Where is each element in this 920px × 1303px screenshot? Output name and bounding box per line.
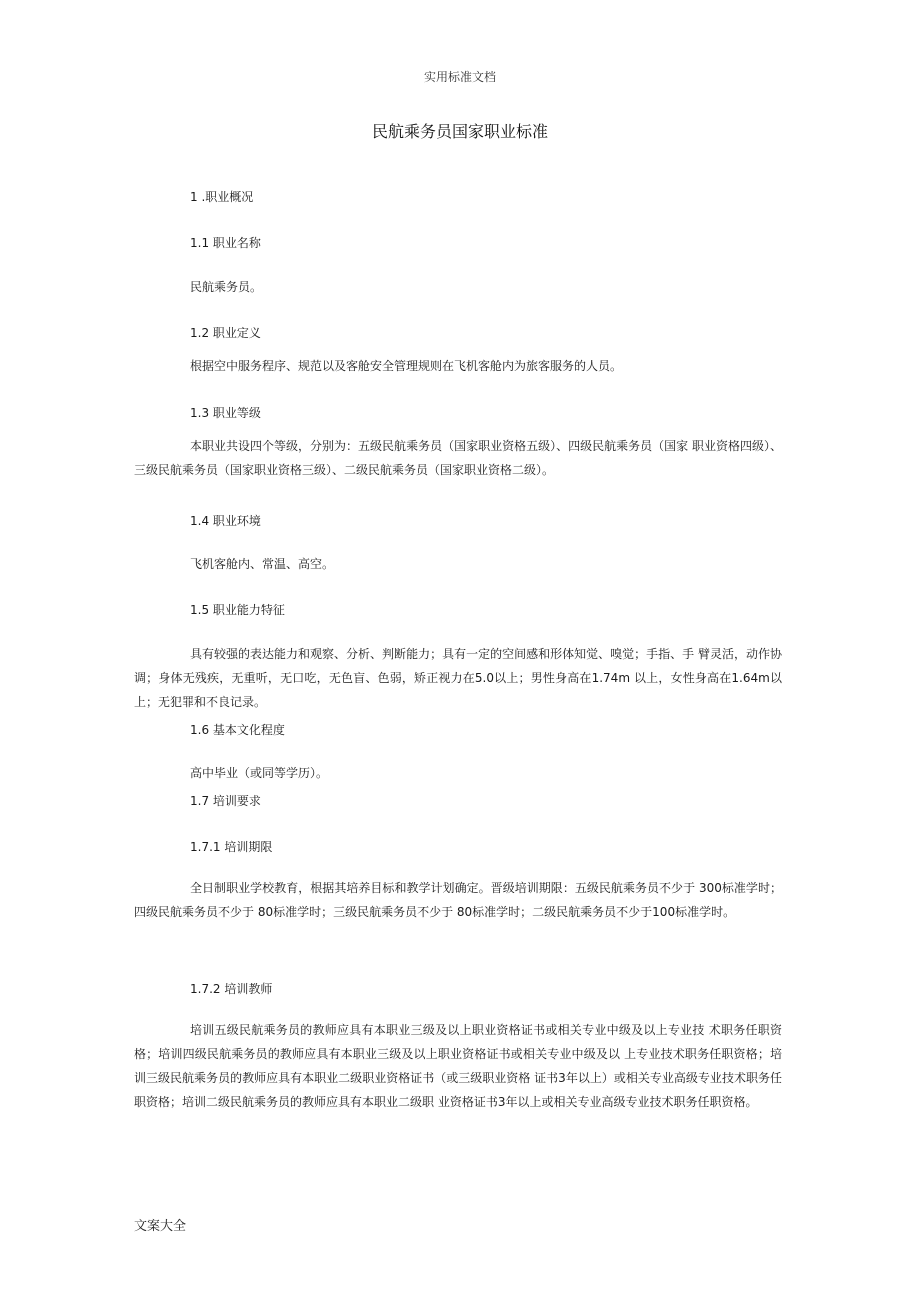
section-heading-1: 1 .职业概况 <box>190 190 254 204</box>
section-heading-1-5: 1.5 职业能力特征 <box>190 603 285 617</box>
section-heading-1-1: 1.1 职业名称 <box>190 236 261 250</box>
training-teachers-text: 培训五级民航乘务员的教师应具有本职业三级及以上职业资格证书或相关专业中级及以上专业技 术职务任职资格；培训四级民航乘务员的教师应具有本职业三级及以上职业资格证书或相关专业中级及以 上专业技术职务任职资格；培训三级民航乘务员的教师应具有本职业二级职业资格证书（或三级职业资格 证书3年以上）或相关专业高级专业技术职务任职资格；培训二级民航乘务员的教师应具有本职业二级职 业资格证书3年以上或相关专业高级专业技术职务任职资格。 <box>134 1023 782 1109</box>
section-heading-1-7-2: 1.7.2 培训教师 <box>190 982 273 996</box>
section-heading-1-7: 1.7 培训要求 <box>190 794 261 808</box>
education-level-text: 高中毕业（或同等学历）。 <box>190 766 329 780</box>
document-title: 民航乘务员国家职业标准 <box>371 122 548 141</box>
occupation-levels-text: 本职业共设四个等级，分别为：五级民航乘务员（国家职业资格五级）、四级民航乘务员（国家 职业资格四级）、三级民航乘务员（国家职业资格三级）、二级民航乘务员（国家职业资格二级）。 <box>134 439 782 477</box>
section-heading-1-2: 1.2 职业定义 <box>190 326 261 340</box>
page-header: 实用标准文档 <box>423 70 496 84</box>
page-footer: 文案大全 <box>134 1219 187 1234</box>
ability-characteristics-text: 具有较强的表达能力和观察、分析、判断能力；具有一定的空间感和形体知觉、嗅觉；手指、手 臂灵活，动作协调；身体无残疾，无重听，无口吃，无色盲、色弱，矫正视力在5.0以上；男性身高在1.74m 以上，女性身高在1.64m以上；无犯罪和不良记录。 <box>134 647 782 709</box>
occupation-name-text: 民航乘务员。 <box>190 280 263 294</box>
section-heading-1-4: 1.4 职业环境 <box>190 514 261 528</box>
occupation-definition-text: 根据空中服务程序、规范以及客舱安全管理规则在飞机客舱内为旅客服务的人员。 <box>190 359 623 373</box>
section-heading-1-7-1: 1.7.1 培训期限 <box>190 840 273 854</box>
training-period-text: 全日制职业学校教育，根据其培养目标和教学计划确定。晋级培训期限：五级民航乘务员不少于 300标准学时；四级民航乘务员不少于 80标准学时；三级民航乘务员不少于 80标准学时；二级民航乘务员不少于100标准学时。 <box>134 881 782 919</box>
section-heading-1-3: 1.3 职业等级 <box>190 406 261 420</box>
work-environment-text: 飞机客舱内、常温、高空。 <box>190 557 335 571</box>
section-heading-1-6: 1.6 基本文化程度 <box>190 723 285 737</box>
